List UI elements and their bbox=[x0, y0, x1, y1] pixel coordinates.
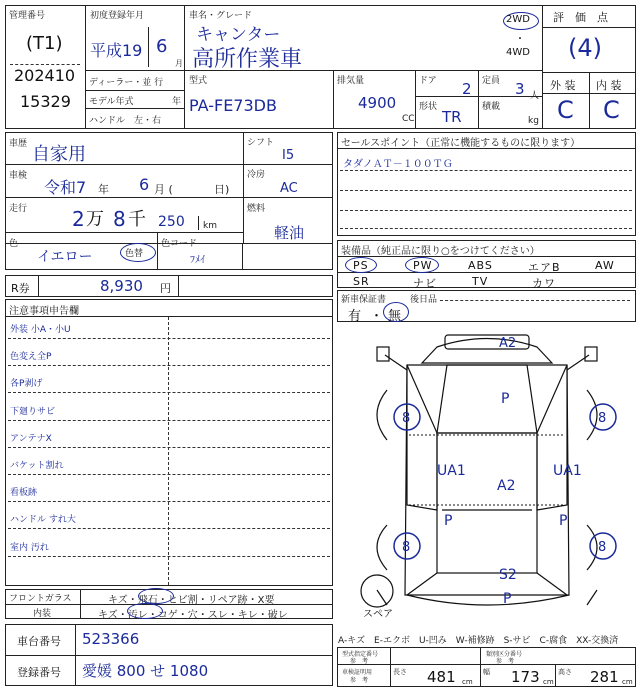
shift-label: シフト bbox=[247, 138, 275, 148]
year-unit: 年 bbox=[172, 97, 182, 107]
shaken-label: 車検 bbox=[9, 171, 28, 181]
exterior-grade: C bbox=[557, 96, 574, 124]
history-label: 車歴 bbox=[9, 139, 28, 149]
ac-value: AC bbox=[280, 181, 298, 196]
equipment-title: 装備品（純正品に限り○をつけてください） bbox=[341, 246, 540, 257]
interior-options: キズ・汚レ・コゲ・穴・スレ・キレ・破レ bbox=[98, 610, 288, 621]
handle-label: ハンドル 左・右 bbox=[89, 116, 162, 126]
damage-mark-8-front-left: 8 bbox=[402, 411, 411, 426]
length-label: 長さ bbox=[393, 668, 407, 676]
first-registration-label: 初度登録年月 bbox=[90, 11, 145, 21]
dirt-circle bbox=[127, 603, 163, 619]
shaken-month: 6 bbox=[139, 175, 150, 194]
model-designation-label: 型式指定番号 bbox=[342, 651, 379, 658]
damage-mark-8-front-right: 8 bbox=[598, 411, 607, 426]
fuel-value: 軽油 bbox=[274, 224, 305, 242]
notes-divider bbox=[8, 447, 330, 448]
damage-mark-8-rear-right: 8 bbox=[598, 540, 607, 555]
drive-4wd: 4WD bbox=[506, 47, 530, 58]
equipment-item: AW bbox=[595, 259, 615, 272]
kanri-label: 管理番号 bbox=[9, 11, 46, 21]
door-count: 2 bbox=[462, 80, 472, 98]
history-value: 自家用 bbox=[32, 144, 86, 165]
notes-line: 各P剥げ bbox=[10, 379, 43, 390]
cert-sankou: 参 考 bbox=[350, 677, 369, 684]
warranty-separator: ・ bbox=[370, 309, 384, 324]
equipment-item: TV bbox=[472, 275, 489, 288]
evaluation-label: 評 価 点 bbox=[553, 11, 608, 24]
recycle-label: R券 bbox=[11, 282, 30, 295]
interior-label: 内 装 bbox=[596, 79, 622, 92]
shaken-day-unit: 日) bbox=[214, 183, 230, 196]
sales-point-line-1: タダノＡＴ－１００ＴＧ bbox=[343, 159, 453, 170]
first-registration-era: 平成19 bbox=[90, 41, 143, 60]
damage-legend: A-キズ E-エクボ U-凹み W-補修跡 S-サビ C-腐食 XX-交換済 bbox=[338, 636, 619, 646]
damage-mark-p-rear: P bbox=[503, 591, 512, 607]
color-label: 色 bbox=[9, 239, 19, 249]
kanri-number-1: 202410 bbox=[14, 66, 76, 85]
cc-unit: CC bbox=[402, 114, 415, 124]
notes-line: ハンドル すれ大 bbox=[10, 515, 76, 526]
length-unit: cm bbox=[462, 678, 473, 686]
kanri-number-2: 15329 bbox=[20, 92, 71, 111]
equipment-selected-circle bbox=[405, 257, 439, 273]
color-value: イエロー bbox=[37, 249, 93, 265]
equipment-item: SR bbox=[353, 275, 370, 288]
load-label: 積載 bbox=[482, 102, 501, 112]
width-unit: cm bbox=[543, 678, 554, 686]
manual-label: 後日品 bbox=[410, 295, 438, 305]
width-value: 173 bbox=[511, 668, 540, 686]
notes-title: 注意事項申告欄 bbox=[9, 306, 79, 317]
car-grade: 高所作業車 bbox=[192, 47, 303, 72]
mileage-rest: 250 bbox=[158, 214, 185, 230]
notes-divider bbox=[8, 528, 330, 529]
height-label: 高さ bbox=[558, 668, 572, 676]
color-code-label: 色コード bbox=[161, 239, 198, 249]
spare-label: スペア bbox=[363, 609, 393, 620]
displacement-label: 排気量 bbox=[337, 76, 365, 86]
equipment-item: PW bbox=[413, 259, 433, 272]
notes-line: バケット割れ bbox=[10, 461, 64, 471]
chassis-label: 車台番号 bbox=[17, 635, 61, 648]
capacity-unit: 人 bbox=[530, 91, 540, 101]
notes-line: 室内 汚れ bbox=[10, 542, 49, 553]
warranty-no: 無 bbox=[388, 309, 402, 324]
warranty-label: 新車保証書 bbox=[341, 295, 387, 305]
damage-mark-p-windshield: P bbox=[501, 391, 510, 407]
capacity: 3 bbox=[515, 80, 525, 98]
ac-label: 冷房 bbox=[247, 170, 266, 180]
equipment-item: カワ bbox=[532, 277, 556, 290]
notes-divider bbox=[8, 392, 330, 393]
classification-sankou: 参 考 bbox=[496, 658, 515, 665]
mileage-sen: 8 bbox=[113, 207, 126, 231]
notes-line: 色変え全P bbox=[10, 352, 52, 363]
damage-mark-p-right: P bbox=[559, 513, 568, 529]
equipment-selected-circle bbox=[345, 257, 377, 273]
damage-mark-ua1-left: UA1 bbox=[437, 463, 466, 479]
displacement: 4900 bbox=[358, 94, 397, 112]
damage-mark-p-left: P bbox=[444, 513, 453, 529]
registration-number: 愛媛 800 せ 1080 bbox=[82, 662, 209, 680]
model-year-label: モデル年式 bbox=[89, 97, 134, 107]
kanri-code: (T1) bbox=[26, 33, 63, 54]
chassis-number: 523366 bbox=[82, 630, 140, 648]
height-unit: cm bbox=[622, 678, 633, 686]
month-unit: 月 bbox=[175, 59, 183, 68]
door-label: ドア bbox=[419, 76, 437, 86]
interior-grade: C bbox=[603, 96, 620, 124]
shaken-era: 令和7 bbox=[44, 178, 87, 197]
notes-divider bbox=[8, 338, 330, 339]
notes-line: 下廻りサビ bbox=[10, 406, 56, 417]
shape-label: 形状 bbox=[419, 102, 438, 112]
model-designation-sankou: 参 考 bbox=[350, 658, 369, 665]
drive-2wd: 2WD bbox=[506, 14, 530, 25]
classification-label: 類別区分番号 bbox=[486, 651, 523, 658]
notes-divider bbox=[8, 556, 330, 557]
shaken-month-unit: 月 ( bbox=[154, 183, 173, 196]
recycle-unit: 円 bbox=[160, 282, 171, 295]
notes-line: 外装 小A・小U bbox=[10, 325, 71, 335]
shaken-year-unit: 年 bbox=[98, 183, 109, 196]
equipment-item: PS bbox=[353, 259, 369, 272]
drive-dot: ・ bbox=[515, 34, 525, 45]
recycle-value: 8,930 bbox=[100, 277, 143, 295]
sen-kanji: 千 bbox=[128, 209, 146, 230]
height-value: 281 bbox=[590, 668, 619, 686]
car-name: キャンター bbox=[196, 25, 281, 45]
evaluation-score: (4) bbox=[568, 34, 602, 62]
color-change: 色替 bbox=[125, 249, 144, 259]
dealer-label: ディーラー・並 行 bbox=[89, 78, 164, 88]
equipment-item: ABS bbox=[468, 259, 493, 272]
width-label: 幅 bbox=[483, 668, 490, 676]
notes-divider bbox=[8, 501, 330, 502]
model-label: 型式 bbox=[189, 76, 208, 86]
capacity-label: 定員 bbox=[482, 76, 501, 86]
registration-label: 登録番号 bbox=[17, 666, 61, 679]
equipment-item: エアB bbox=[528, 261, 561, 274]
km-unit: km bbox=[203, 221, 217, 231]
length-value: 481 bbox=[427, 668, 456, 686]
damage-mark-a2-front: A2 bbox=[499, 336, 517, 351]
kg-unit: kg bbox=[528, 116, 539, 126]
sales-point-title: セールスポイント（正常に機能するものに限ります） bbox=[341, 138, 581, 149]
mileage-label: 走行 bbox=[9, 204, 28, 214]
first-registration-month: 6 bbox=[156, 36, 168, 57]
notes-divider bbox=[8, 420, 330, 421]
warranty-yes: 有 bbox=[348, 309, 362, 324]
interior-label-2: 内装 bbox=[33, 609, 52, 619]
glass-label: フロントガラス bbox=[9, 594, 72, 604]
equipment-item: ナビ bbox=[413, 277, 437, 290]
notes-section bbox=[5, 299, 333, 586]
damage-diagram bbox=[337, 325, 636, 625]
notes-line: 看板跡 bbox=[10, 488, 38, 499]
damage-mark-s2-rear: S2 bbox=[499, 567, 517, 583]
cert-label: 車検証明用 bbox=[342, 669, 373, 676]
damage-mark-a2-center: A2 bbox=[497, 478, 516, 494]
fuel-label: 燃料 bbox=[247, 204, 266, 214]
man-kanji: 万 bbox=[86, 209, 104, 230]
damage-mark-ua1-right: UA1 bbox=[553, 463, 582, 479]
car-name-label: 車名・グレード bbox=[189, 11, 253, 21]
notes-divider bbox=[8, 365, 330, 366]
notes-line: アンテナX bbox=[10, 433, 52, 444]
shift-value: I5 bbox=[282, 148, 295, 163]
color-code: ﾌﾒｲ bbox=[190, 255, 205, 266]
mileage-man: 2 bbox=[72, 207, 85, 231]
shape: TR bbox=[442, 108, 462, 126]
glass-options: キズ・飛石・ヒビ割・リペア跡・X要 bbox=[108, 595, 275, 606]
chip-circle bbox=[138, 588, 174, 604]
damage-mark-8-rear-left: 8 bbox=[402, 540, 411, 555]
model-code: PA-FE73DB bbox=[189, 96, 277, 115]
exterior-label: 外 装 bbox=[550, 79, 576, 92]
notes-divider bbox=[8, 474, 330, 475]
